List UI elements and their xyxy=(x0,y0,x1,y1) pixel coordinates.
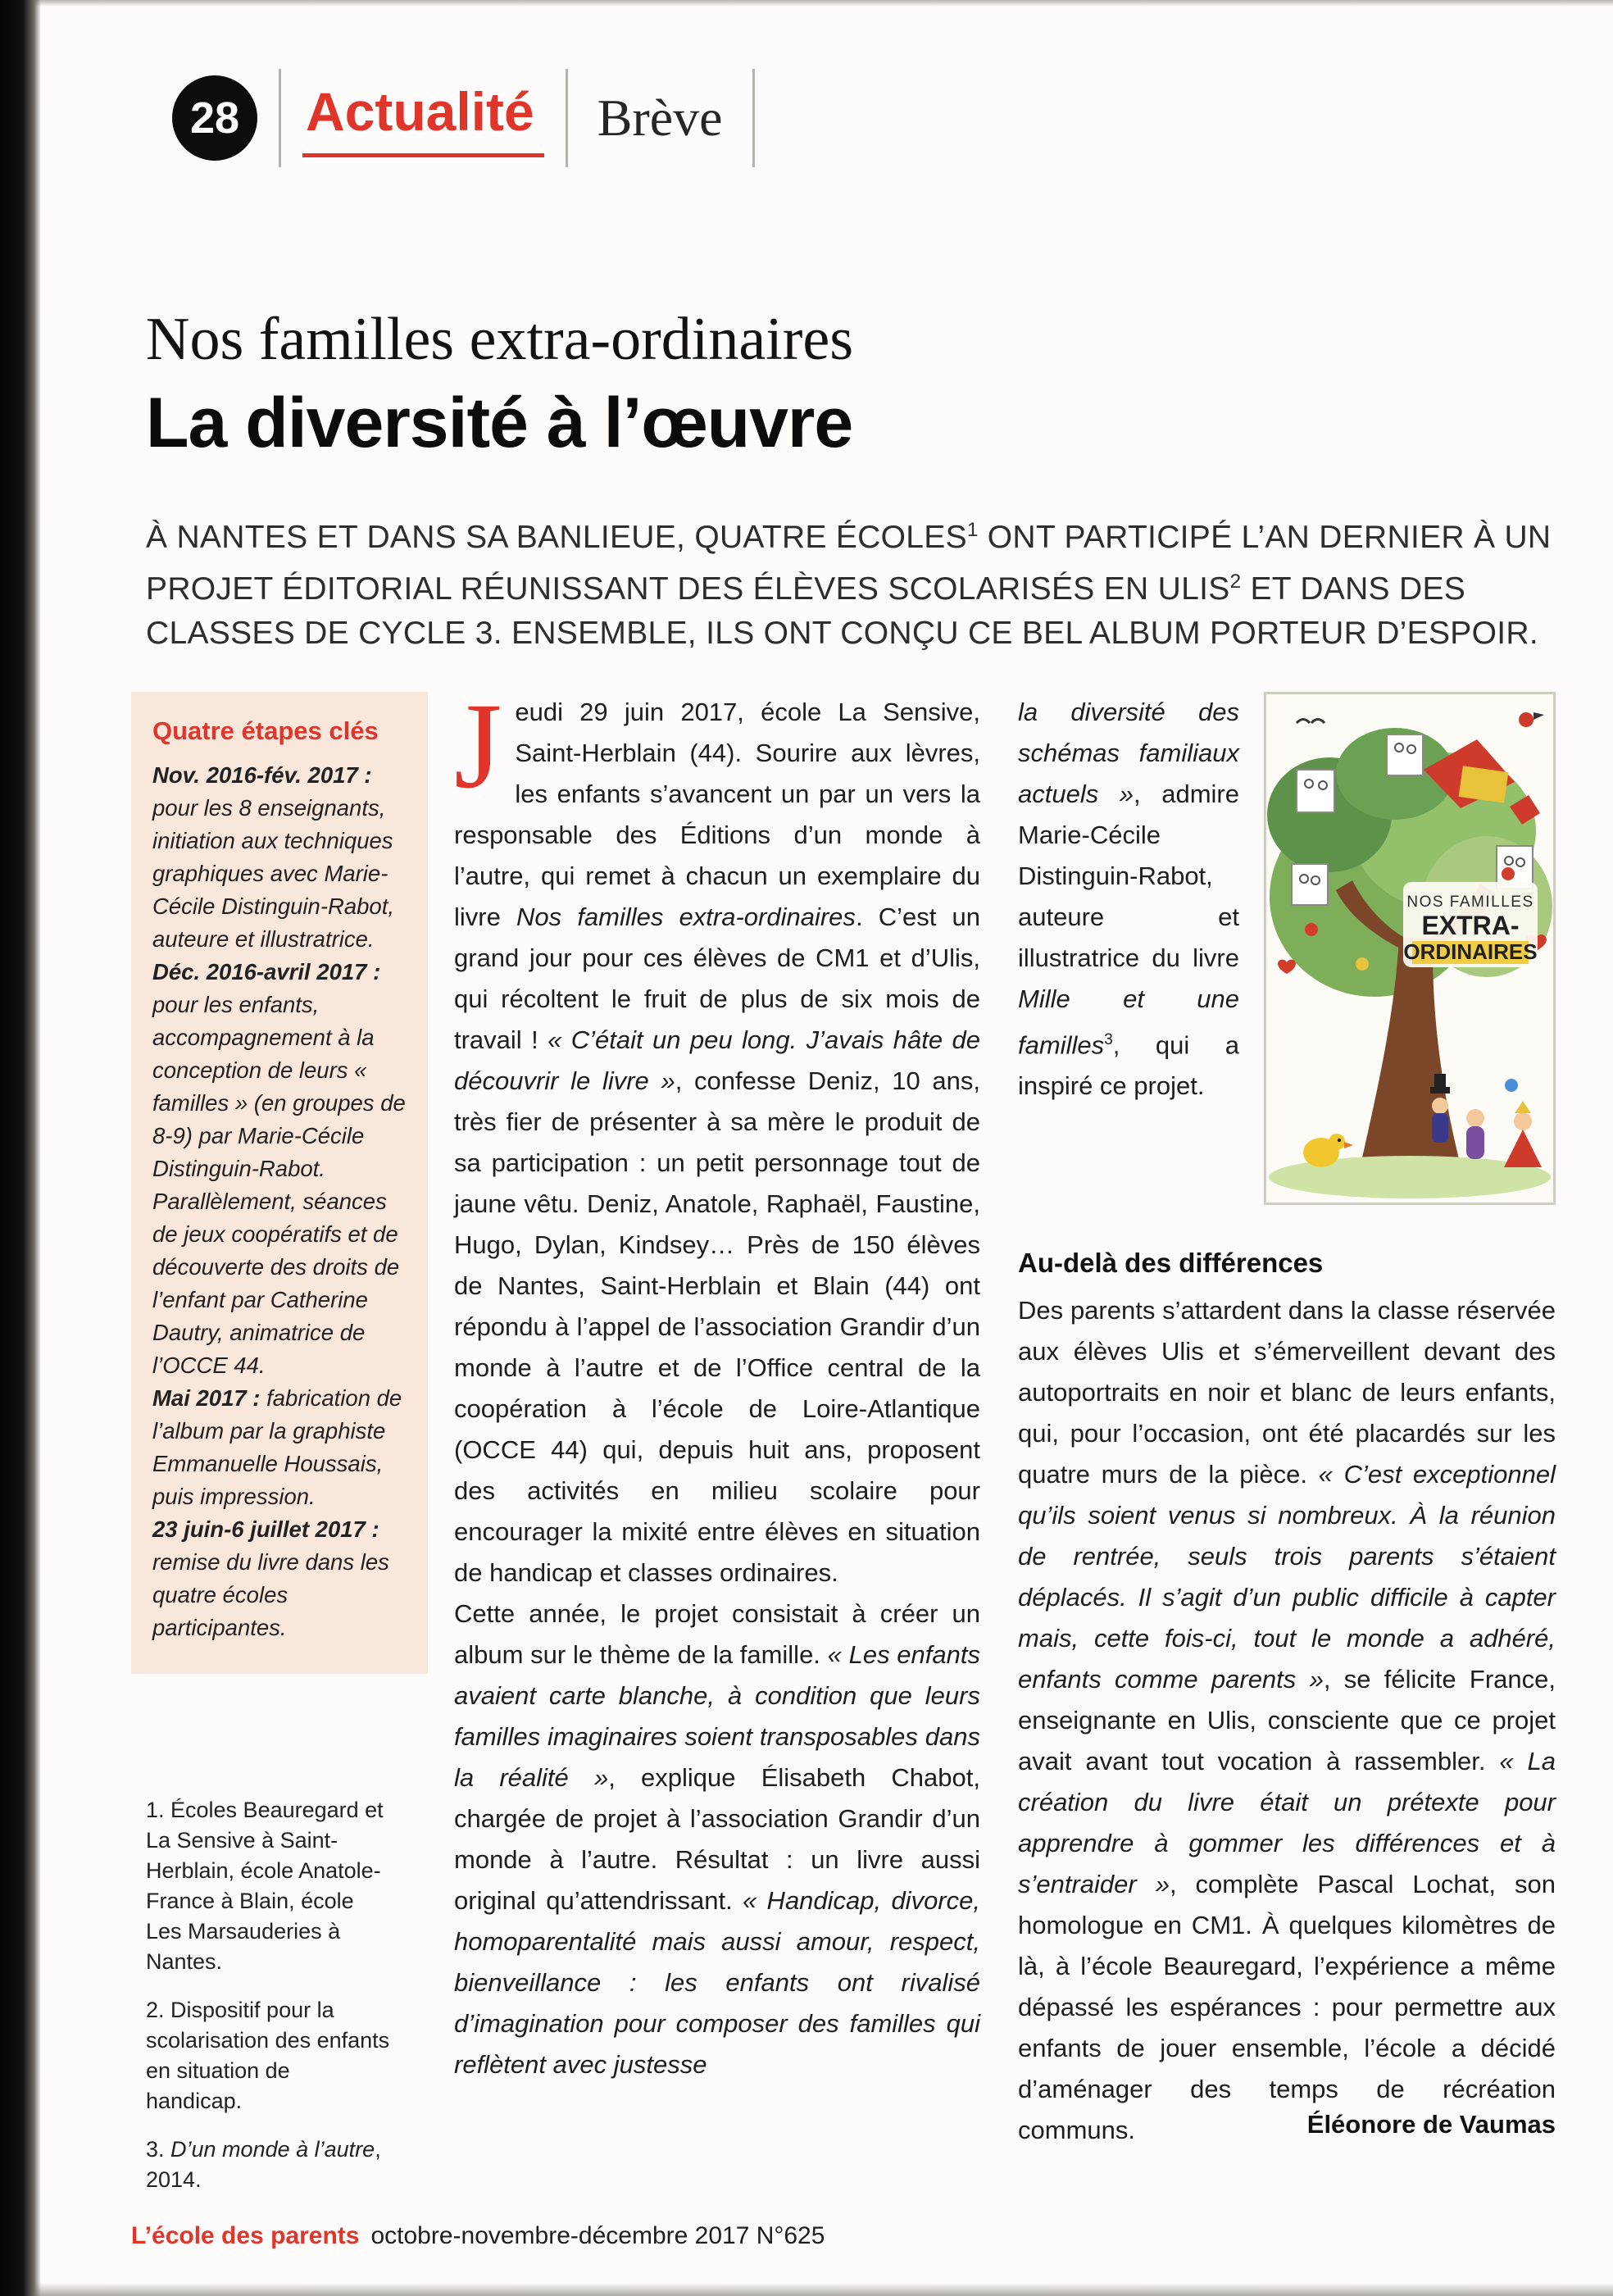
book-cover-illustration xyxy=(1264,692,1556,1205)
middle-column xyxy=(454,677,980,2213)
book-title-line-1: NOS FAMILLES xyxy=(1406,893,1534,911)
footnote: 1. Écoles Beauregard et La Sensive à Saint-Herblain, école Anatole-France à Blain, école Les Marsauderies à Nantes. xyxy=(146,1797,384,1974)
standfirst: À NANTES ET DANS SA BANLIEUE, QUATRE ÉCOLES$^1$ ONT PARTICIPÉ L’AN DERNIER À UN PROJET ÉDITORIAL RÉUNISSANT DES ÉLÈVES SCOLARISÉS EN ULIS$^2$ ET DANS DES CLASSES DE CYCLE 3. ENSEMBLE, ILS ONT CONÇU CE BEL ALBUM PORTEUR D’ESPOIR. xyxy=(146,518,1552,651)
section-label: Actualité xyxy=(302,80,544,157)
footnote: 2. Dispositif pour la scolarisation des enfants en situation de handicap. xyxy=(146,1997,390,2113)
section-heading: Au-delà des différences xyxy=(1018,1247,1324,1278)
title-block xyxy=(146,307,1572,656)
footnotes xyxy=(146,1795,428,2195)
byline: Éléonore de Vaumas xyxy=(1306,2109,1556,2139)
issue-info: octobre-novembre-décembre 2017 N°625 xyxy=(370,2222,825,2249)
scan-edge-left xyxy=(0,0,41,2296)
purple-figure xyxy=(1466,1109,1484,1159)
footnote: 3. D’un monde à l’autre, 2014. xyxy=(146,2136,381,2192)
masthead-divider xyxy=(566,69,568,167)
sidebar-step: Nov. 2016-fév. 2017 : pour les 8 enseignants, initiation aux techniques graphiques avec Marie-Cécile Distinguin-Rabot, auteure et illustratrice. xyxy=(152,762,394,952)
book-title-block xyxy=(1403,882,1538,967)
scan-edge-top xyxy=(0,0,1613,7)
right-column xyxy=(1018,692,1556,2213)
article-paragraph: la diversité des schémas familiaux actuels », admire Marie-Cécile Distinguin-Rabot, auteure et illustratrice du livre Mille et une familles$^3$, qui a inspiré ce projet. xyxy=(1018,697,1239,1101)
masthead-divider xyxy=(279,69,281,167)
page-footer xyxy=(131,2222,825,2250)
masthead-divider xyxy=(752,69,755,167)
main-title: La diversité à l’œuvre xyxy=(146,384,853,463)
sidebar-step: 23 juin-6 juillet 2017 : remise du livre dans les quatre écoles participantes. xyxy=(152,1516,389,1640)
masthead xyxy=(0,0,1613,167)
article-paragraph: Des parents s’attardent dans la classe réservée aux élèves Ulis et s’émerveillent devant des autoportraits en noir et blanc de leurs enfants, qui, pour l’occasion, ont été placardés sur les quatre murs de la pièce. « C’est exceptionnel qu’ils soient venus si nombreux. À la réunion de rentrée, seuls trois parents s’étaient déplacés. Il s’agit d’un public difficile à capter mais, cette fois-ci, tout le monde a adhéré, enfants comme parents », se félicite France, enseignante en Ulis, consciente que ce projet avait avant tout vocation à rassembler. « La création du livre était un prétexte pour apprendre à gommer les différences et à s’entraider », complète Pascal Lochat, son homologue en CM1. À quelques kilomètres de là, à l’école Beauregard, l’expérience a même dépassé les espérances : pour permettre aux enfants de jouer ensemble, l’école a décidé d’aménager des temps de récréation communs. xyxy=(1018,1295,1556,2144)
article-paragraph xyxy=(454,677,980,1594)
sidebar-box xyxy=(131,692,428,1674)
sidebar-title: Quatre étapes clés xyxy=(152,716,379,745)
subsection-label: Brève xyxy=(597,89,723,147)
book-cover-figure xyxy=(1264,692,1556,1205)
left-column xyxy=(131,692,428,2213)
book-title-line-3: ORDINAIRES xyxy=(1403,939,1538,964)
drop-cap: J xyxy=(454,677,502,814)
kicker-title: Nos familles extra-ordinaires xyxy=(146,306,854,373)
sidebar-step: Déc. 2016-avril 2017 : pour les enfants, accompagnement à la conception de leurs « familles » (en groupes de 8-9) par Marie-Cécile Distinguin-Rabot. Parallèlement, séances de jeux coopératifs et de découverte des droits de l’enfant par Catherine Dautry, animatrice de l’OCCE 44. xyxy=(152,958,406,1378)
page-number-badge: 28 xyxy=(172,75,257,161)
book-title-line-2: EXTRA- xyxy=(1421,910,1520,940)
magazine-name: L’école des parents xyxy=(131,2222,360,2249)
sidebar-step: Mai 2017 : fabrication de l’album par la graphiste Emmanuelle Houssais, puis impression. xyxy=(152,1384,402,1509)
article-paragraph: Cette année, le projet consistait à créer un album sur le thème de la famille. « Les enfants avaient carte blanche, à condition que leurs familles imaginaires soient transposables dans la réalité », explique Élisabeth Chabot, chargée de projet à l’association Grandir d’un monde à l’autre. Résultat : un livre aussi original qu’attendrissant. « Handicap, divorce, homoparentalité mais aussi amour, respect, bienveillance : les enfants ont rivalisé d’imagination pour composer des familles qui reflètent avec justesse xyxy=(454,1598,980,2079)
paragraph-text: eudi 29 juin 2017, école La Sensive, Saint-Herblain (44). Sourire aux lèvres, les enfants s’avancent un par un vers la responsable des Éditions d’un monde à l’autre, qui remet à chacun un exemplaire du livre Nos familles extra-ordinaires. C’est un grand jour pour ces élèves de CM1 et d’Ulis, qui récoltent le fruit de plus de six mois de travail ! « C’était un peu long. J’avais hâte de découvrir le livre », confesse Deniz, 10 ans, très fier de présenter à sa mère le produit de sa participation : un petit personnage tout de jaune vêtu. Deniz, Anatole, Raphaël, Faustine, Hugo, Dylan, Kindsey… Près de 150 élèves de Nantes, Saint-Herblain et Blain (44) ont répondu à l’appel de l’association Grandir d’un monde à l’autre et de l’Office central de la coopération à l’école de Loire-Atlantique (OCCE 44) qui, depuis huit ans, proposent des activités en milieu scolaire pour encourager la mixité entre élèves en situation de handicap et classes ordinaires. xyxy=(454,697,980,1587)
article-body xyxy=(131,677,1613,2213)
scan-edge-bottom xyxy=(0,2283,1613,2296)
